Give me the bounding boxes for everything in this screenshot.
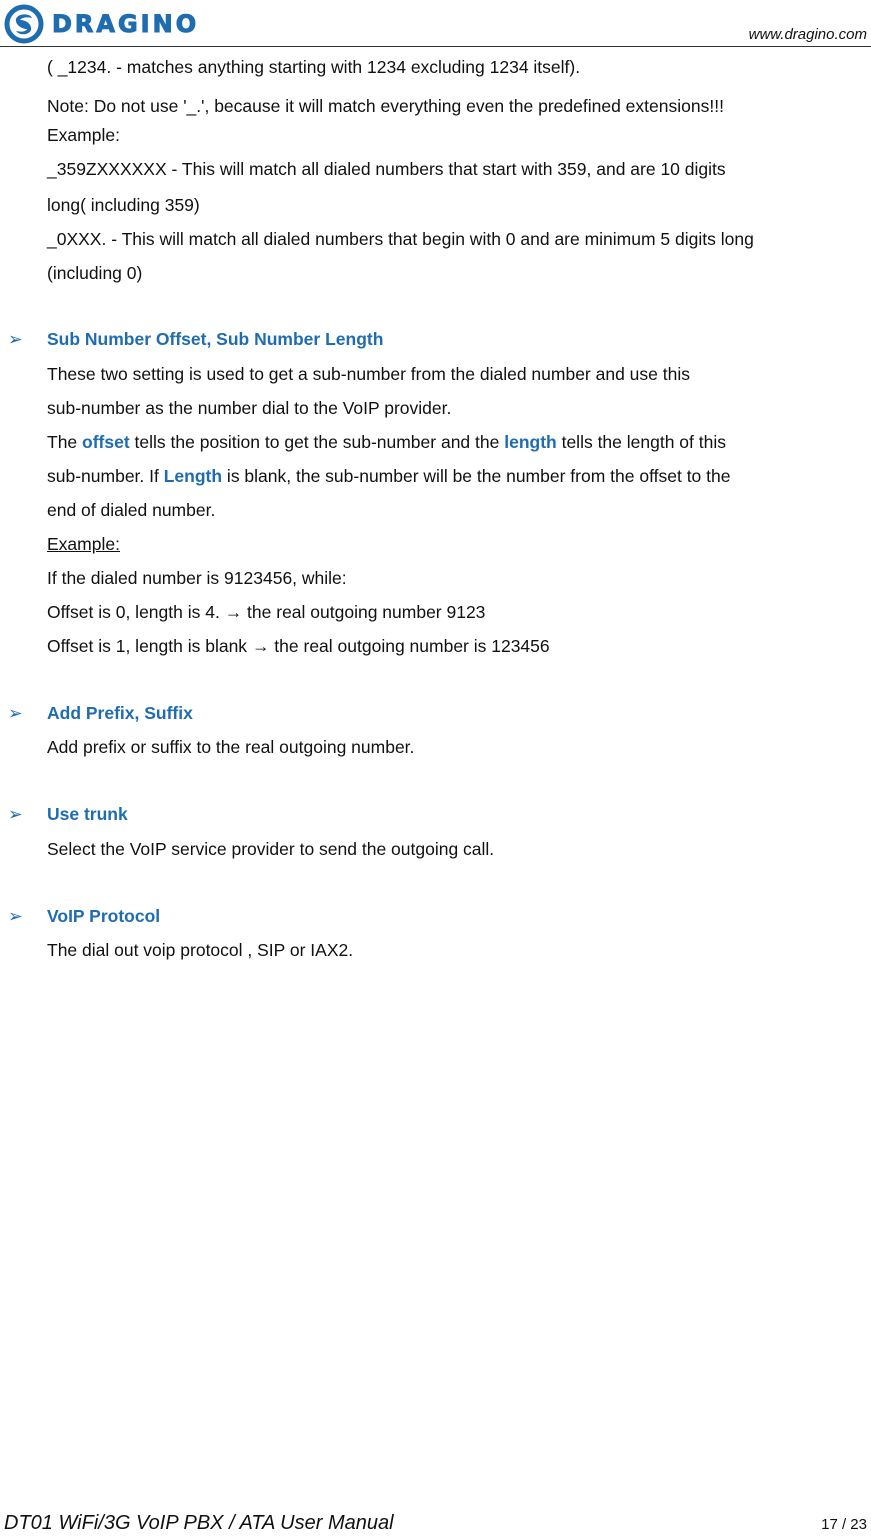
intro-line: _0XXX. - This will match all dialed numbers that begin with 0 and are minimum 5 digits long (47, 229, 754, 249)
bullet-arrow-icon: ➢ (8, 703, 23, 723)
right-arrow-icon: → (251, 636, 270, 656)
section-title: VoIP Protocol (47, 906, 161, 926)
section-title: Sub Number Offset, Sub Number Length (47, 329, 384, 349)
intro-line: long( including 359) (47, 195, 200, 215)
header-divider (0, 46, 871, 47)
bullet-arrow-icon: ➢ (8, 906, 23, 926)
dragino-logo-icon (4, 4, 44, 44)
website-url[interactable]: www.dragino.com (748, 26, 867, 43)
section-heading-sub-number (8, 328, 383, 350)
intro-line: _359ZXXXXXX - This will match all dialed numbers that start with 359, and are 10 digits (47, 159, 726, 179)
example-line: Offset is 1, length is blank → the real outgoing number is 123456 (47, 636, 550, 656)
bullet-arrow-icon: ➢ (8, 804, 23, 824)
section-text: The offset tells the position to get the sub-number and the length tells the length of this (47, 432, 726, 452)
section-heading-trunk (8, 803, 128, 825)
keyword-length: length (504, 432, 557, 452)
section-heading-prefix (8, 702, 193, 724)
dragino-logo (4, 4, 199, 44)
section-text: Add prefix or suffix to the real outgoing number. (47, 737, 415, 757)
section-text: end of dialed number. (47, 500, 216, 520)
keyword-offset: offset (82, 432, 130, 452)
right-arrow-icon: → (224, 602, 243, 622)
example-line: Offset is 0, length is 4. → the real outgoing number 9123 (47, 602, 486, 622)
section-text: Select the VoIP service provider to send the outgoing call. (47, 839, 495, 859)
section-title: Add Prefix, Suffix (47, 703, 193, 723)
intro-line: (including 0) (47, 263, 143, 283)
section-text: sub-number as the number dial to the VoIP provider. (47, 398, 452, 418)
section-text: These two setting is used to get a sub-number from the dialed number and use this (47, 364, 690, 384)
intro-line: Note: Do not use '_.', because it will match everything even the predefined extensions!!! (47, 96, 724, 116)
page-number: 17 / 23 (821, 1516, 867, 1533)
section-heading-protocol (8, 905, 160, 927)
section-text: The dial out voip protocol , SIP or IAX2. (47, 940, 354, 960)
page-header (0, 0, 871, 48)
bullet-arrow-icon: ➢ (8, 329, 23, 349)
logo-text: DRAGINO (52, 10, 200, 38)
section-title: Use trunk (47, 804, 128, 824)
intro-line: Example: (47, 125, 120, 145)
example-line: If the dialed number is 9123456, while: (47, 568, 347, 588)
intro-line: ( _1234. - matches anything starting with 1234 excluding 1234 itself). (47, 57, 581, 77)
footer-document-title: DT01 WiFi/3G VoIP PBX / ATA User Manual (4, 1512, 394, 1534)
example-label: Example: (47, 534, 120, 554)
section-text: sub-number. If Length is blank, the sub-number will be the number from the offset to the (47, 466, 731, 486)
keyword-length: Length (163, 466, 223, 486)
